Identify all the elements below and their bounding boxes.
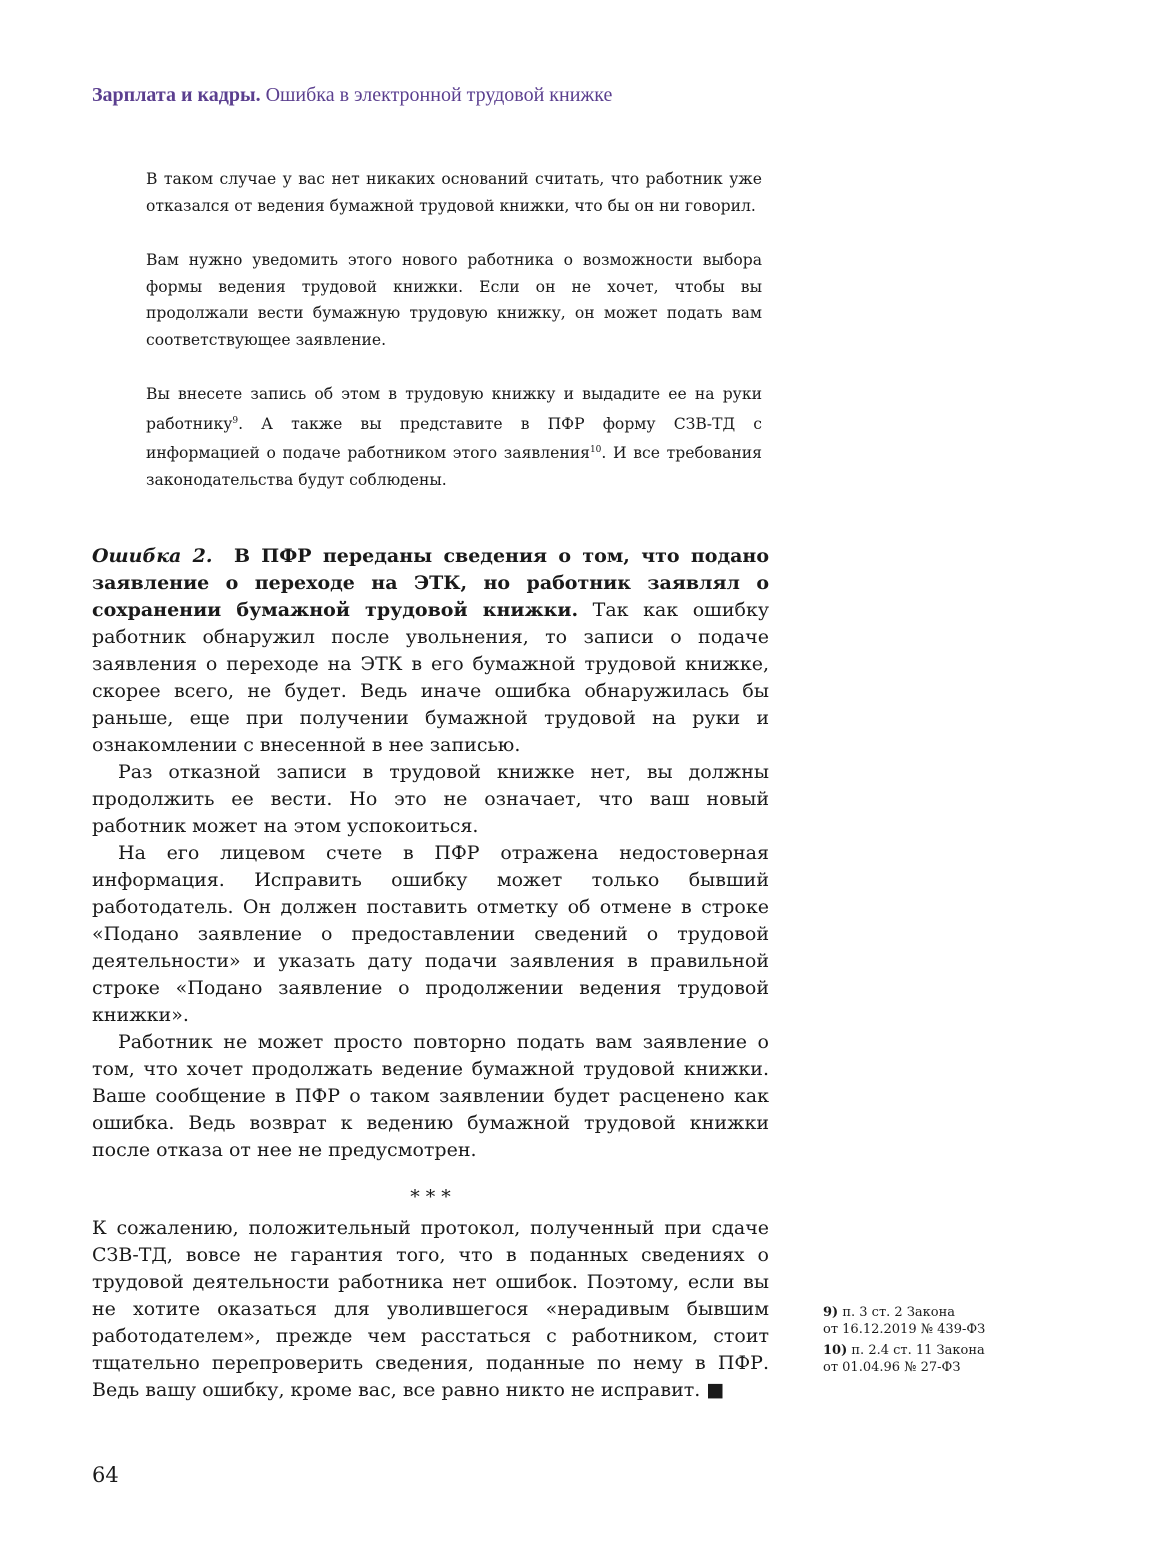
text: . А также вы представите в ПФР форму СЗВ-ТД с информацией о подаче работником этого заявления: [146, 414, 762, 463]
footnote: [823, 1304, 985, 1338]
paragraph: Раз отказной записи в трудовой книжке нет, вы должны продолжить ее вести. Но это не означает, что ваш новый работник может на этом успокоиться.: [92, 761, 769, 837]
footnote: [823, 1342, 985, 1376]
error-text: Так как ошибку работник обнаружил после увольнения, то записи о подаче заявления о переходе на ЭТК в его бумажной трудовой книжке, скорее всего, не будет. Ведь иначе ошибка обнаружилась бы раньше, еще при получении бумажной трудовой на руки и ознакомлении с внесенной в нее записью.: [92, 599, 769, 756]
quote-paragraph: [146, 381, 762, 493]
footnote-number: 10): [823, 1343, 848, 1358]
error-2-paragraph: [92, 543, 769, 759]
conclusion: [92, 1215, 769, 1404]
page-number: 64: [92, 1463, 119, 1487]
main-text: [92, 543, 769, 1404]
footnotes: [823, 1304, 985, 1380]
footnote-text: от 01.04.96 № 27-ФЗ: [823, 1360, 961, 1375]
error-heading: В ПФР переданы сведения о том, что подано заявление о переходе на ЭТК, но работник заявлял о сохранении бумажной трудовой книжки.: [92, 545, 769, 621]
footnote-text: п. 3 ст. 2 Закона: [842, 1305, 956, 1320]
quote-paragraph: Вам нужно уведомить этого нового работника о возможности выбора формы ведения трудовой книжки. Если он не хочет, чтобы вы продолжали вести бумажную трудовую книжку, он может подать вам соответствующее заявление.: [146, 251, 762, 349]
end-mark-icon: ■: [706, 1379, 725, 1401]
quote-block: [146, 166, 762, 521]
conclusion-text: К сожалению, положительный протокол, полученный при сдаче СЗВ-ТД, вовсе не гарантия того, что в поданных сведениях о трудовой деятельности работника нет ошибок. Поэтому, если вы не хотите оказаться для уволившегося «нерадивым бывшим работодателем», прежде чем расстаться с работником, стоит тщательно перепроверить сведения, поданные по нему в ПФР. Ведь вашу ошибку, кроме вас, все равно никто не исправит.: [92, 1217, 769, 1401]
paragraph: Работник не может просто повторно подать вам заявление о том, что хочет продолжать ведение бумажной трудовой книжки. Ваше сообщение в ПФР о таком заявлении будет расценено как ошибка. Ведь возврат к ведению бумажной трудовой книжки после отказа от нее не предусмотрен.: [92, 1031, 769, 1161]
footnote-ref: 9: [232, 415, 239, 426]
header-title: Ошибка в электронной трудовой книжке: [265, 84, 613, 106]
footnote-text: от 16.12.2019 № 439-ФЗ: [823, 1322, 986, 1337]
error-label: Ошибка 2.: [92, 545, 213, 567]
footnote-ref: 10: [589, 445, 602, 456]
footnote-text: п. 2.4 ст. 11 Закона: [851, 1343, 985, 1358]
footnote-number: 9): [823, 1305, 839, 1320]
paragraph: На его лицевом счете в ПФР отражена недостоверная информация. Исправить ошибку может только бывший работодатель. Он должен поставить отметку об отмене в строке «Подано заявление о предоставлении сведений о трудовой деятельности» и указать дату подачи заявления в правильной строке «Подано заявление о продолжении ведения трудовой книжки».: [92, 842, 769, 1026]
header-section: Зарплата и кадры.: [92, 84, 261, 106]
text: Вы внесете запись об этом в трудовую книжку и выдадите ее на руки работнику: [146, 385, 762, 433]
separator: * * *: [410, 1186, 451, 1208]
running-header: [92, 84, 612, 107]
text: . И все требования законодательства будут соблюдены.: [146, 444, 762, 489]
quote-paragraph: В таком случае у вас нет никаких оснований считать, что работник уже отказался от ведения бумажной трудовой книжки, что бы он ни говорил.: [146, 170, 762, 215]
